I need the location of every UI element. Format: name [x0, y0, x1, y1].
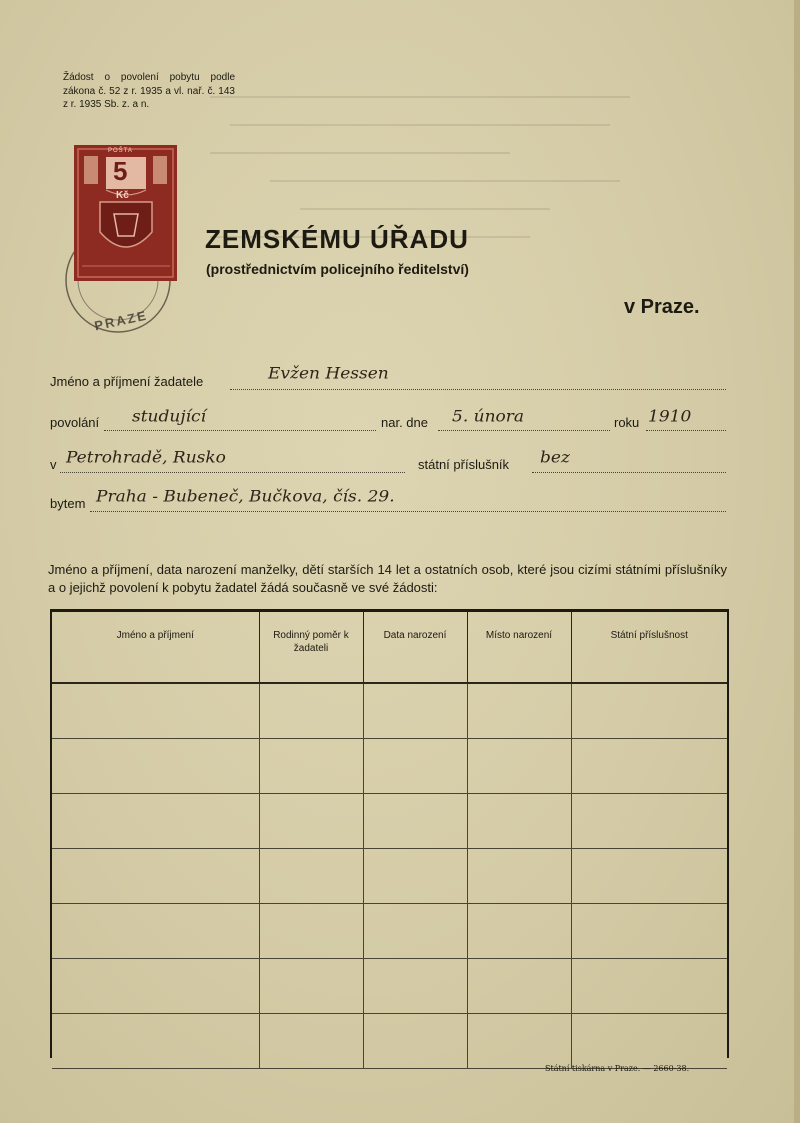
occupation-line	[104, 430, 376, 431]
table-cell[interactable]	[571, 1014, 727, 1069]
name-label: Jméno a příjmení žadatele	[50, 374, 204, 389]
year-label: roku	[614, 415, 640, 430]
printer-imprint: Státní tiskárna v Praze. — 2660-38.	[545, 1064, 690, 1073]
citizenship-value[interactable]: bez	[540, 448, 570, 468]
year-value[interactable]: 1910	[648, 407, 692, 427]
table-header-row	[52, 612, 727, 683]
table-cell[interactable]	[259, 849, 363, 904]
birth-label: nar. dne	[381, 415, 428, 430]
table-cell[interactable]	[259, 1014, 363, 1069]
residence-label: bytem	[50, 496, 86, 511]
table-cell[interactable]	[52, 794, 259, 849]
table-cell[interactable]	[467, 683, 571, 739]
office-subtitle: (prostřednictvím policejního ředitelství)	[206, 261, 469, 277]
table-row	[52, 794, 727, 849]
table-cell[interactable]	[52, 683, 259, 739]
col-birthplace-header: Místo narození	[467, 612, 571, 683]
col-citizenship-header: Státní příslušnost	[571, 612, 727, 683]
table-cell[interactable]	[363, 904, 467, 959]
residence-value[interactable]: Praha - Bubeneč, Bučkova, čís. 29.	[96, 487, 395, 507]
place-value[interactable]: Petrohradě, Rusko	[66, 448, 226, 468]
table-cell[interactable]	[363, 1014, 467, 1069]
revenue-stamp	[50, 140, 190, 345]
citizenship-line	[532, 472, 726, 473]
table-cell[interactable]	[52, 1014, 259, 1069]
table-cell[interactable]	[571, 739, 727, 794]
birth-value[interactable]: 5. února	[452, 407, 525, 427]
postmark-text: PRAZE	[93, 307, 150, 334]
table-cell[interactable]	[363, 794, 467, 849]
table-cell[interactable]	[467, 849, 571, 904]
dependents-table	[50, 609, 729, 1058]
col-relation-header: Rodinný poměr k žadateli	[259, 612, 363, 683]
table-row	[52, 849, 727, 904]
table-cell[interactable]	[259, 904, 363, 959]
birth-line	[438, 430, 610, 431]
table-cell[interactable]	[259, 959, 363, 1014]
table-cell[interactable]	[467, 794, 571, 849]
citizenship-label: státní příslušník	[418, 457, 510, 472]
table-cell[interactable]	[52, 904, 259, 959]
table-cell[interactable]	[467, 1014, 571, 1069]
table-cell[interactable]	[571, 794, 727, 849]
instruction-paragraph: Jméno a příjmení, data narození manželky, dětí starších 14 let a ostatních osob, které jsou cizími státními příslušníky a o jejichž povolení k pobytu žadatel žádá současně ve své žádosti:	[48, 562, 727, 595]
table-cell[interactable]	[259, 683, 363, 739]
table-cell[interactable]	[259, 739, 363, 794]
table-row	[52, 1014, 727, 1069]
office-city: v Praze.	[624, 296, 700, 318]
table-cell[interactable]	[571, 683, 727, 739]
stamp-currency: Kč	[116, 190, 129, 201]
occupation-label: povolání	[50, 415, 100, 430]
col-birthdate-header: Data narození	[363, 612, 467, 683]
table-cell[interactable]	[571, 904, 727, 959]
table-cell[interactable]	[363, 959, 467, 1014]
table-cell[interactable]	[363, 683, 467, 739]
table-cell[interactable]	[259, 794, 363, 849]
table-cell[interactable]	[571, 849, 727, 904]
place-label: v	[50, 457, 57, 472]
stamp-value: 5	[113, 156, 128, 186]
name-line	[230, 389, 726, 390]
table-cell[interactable]	[467, 739, 571, 794]
table-cell[interactable]	[363, 849, 467, 904]
table-cell[interactable]	[467, 904, 571, 959]
table-cell[interactable]	[363, 739, 467, 794]
table-cell[interactable]	[467, 959, 571, 1014]
col-name-header: Jméno a příjmení	[52, 612, 259, 683]
table-row	[52, 683, 727, 739]
occupation-value[interactable]: studující	[132, 407, 207, 427]
place-line	[60, 472, 405, 473]
year-line	[646, 430, 726, 431]
table-cell[interactable]	[52, 739, 259, 794]
table-row	[52, 739, 727, 794]
office-title: ZEMSKÉMU ÚŘADU	[205, 224, 469, 254]
legal-notice: Žádost o povolení pobytu podle zákona č. 52 z r. 1935 a vl. nař. č. 143 z r. 1935 Sb. z. a n.	[63, 72, 235, 110]
table-row	[52, 959, 727, 1014]
table-row	[52, 904, 727, 959]
residence-line	[90, 511, 726, 512]
name-value[interactable]: Evžen Hessen	[268, 364, 389, 384]
table-cell[interactable]	[52, 959, 259, 1014]
table-cell[interactable]	[52, 849, 259, 904]
table-cell[interactable]	[571, 959, 727, 1014]
stamp-country: POŠTA	[108, 148, 133, 154]
